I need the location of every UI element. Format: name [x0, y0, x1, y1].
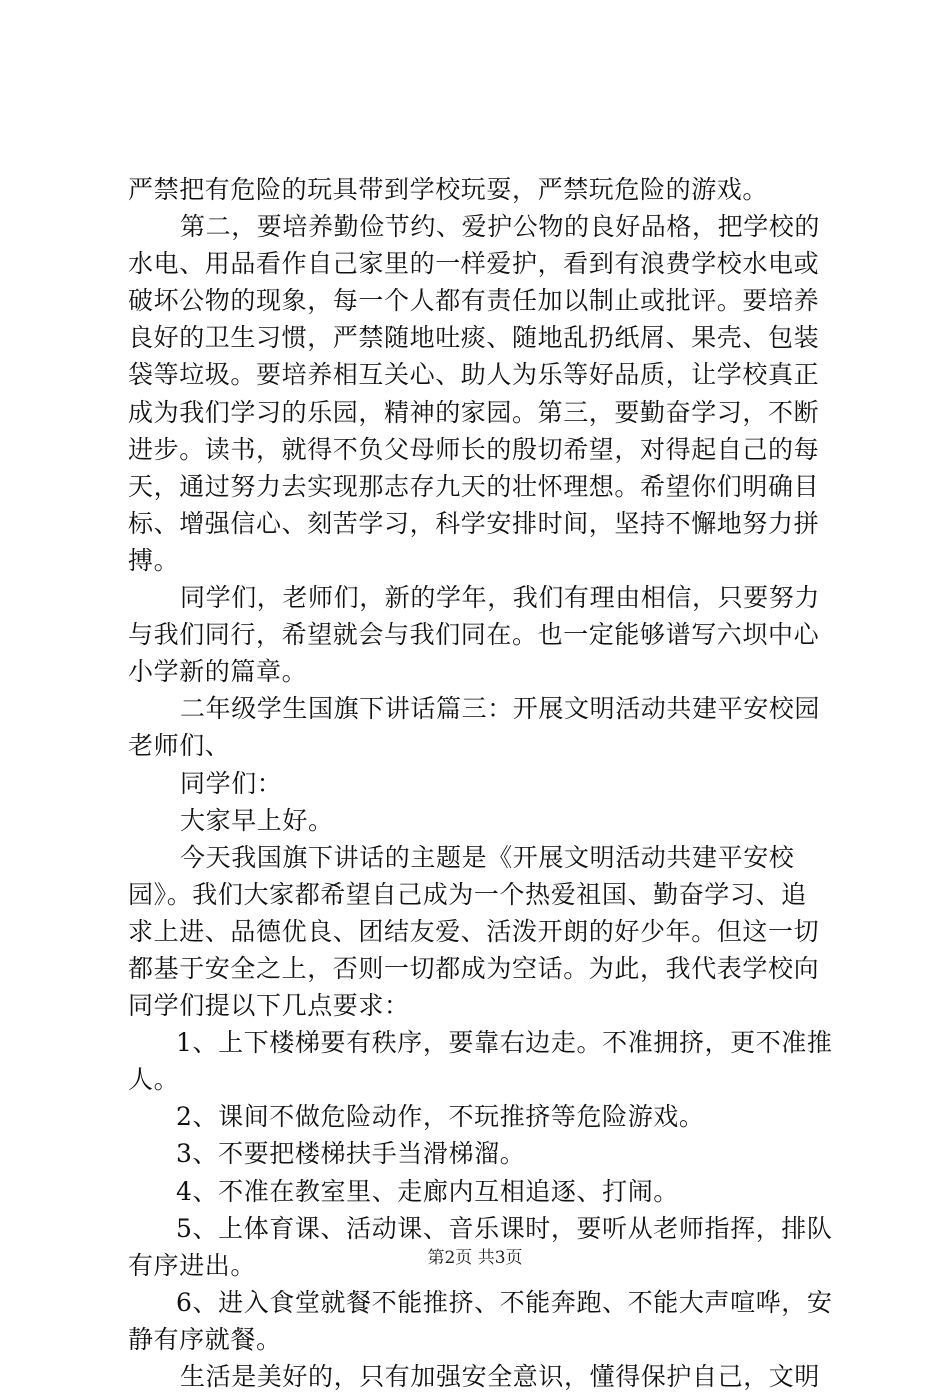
- text-line: 人。: [128, 1065, 180, 1095]
- text-line: 生活是美好的，只有加强安全意识，懂得保护自己，文明: [180, 1362, 821, 1391]
- text-line: 大家早上好。: [180, 805, 334, 835]
- text-line: 今天我国旗下讲话的主题是《开展文明活动共建平安校: [180, 842, 795, 872]
- section-heading: 二年级学生国旗下讲话篇三：开展文明活动共建平安校园: [180, 694, 821, 724]
- list-item: 1、上下楼梯要有秩序，要靠右边走。不准拥挤，更不准推: [176, 1028, 833, 1058]
- text-line: 老师们、: [128, 731, 231, 761]
- text-line: 进步。读书，就得不负父母师长的殷切希望，对得起自己的每: [128, 434, 820, 464]
- text-line: 求上进、品德优良、团结友爱、活泼开朗的好少年。但这一切: [128, 916, 820, 946]
- list-item: 2、课间不做危险动作，不玩推挤等危险游戏。: [176, 1102, 705, 1132]
- text-line: 成为我们学习的乐园，精神的家园。第三，要勤奋学习，不断: [128, 397, 820, 427]
- text-line: 天，通过努力去实现那志存九天的壮怀理想。希望你们明确目: [128, 471, 820, 501]
- list-item: 4、不准在教室里、走廊内互相追逐、打闹。: [176, 1176, 679, 1206]
- text-line: 水电、用品看作自己家里的一样爱护，看到有浪费学校水电或: [128, 249, 820, 279]
- text-line: 第二，要培养勤俭节约、爱护公物的良好品格，把学校的: [180, 212, 821, 242]
- text-line: 同学们：: [180, 768, 283, 798]
- text-line: 小学新的篇章。: [128, 657, 308, 687]
- text-line: 标、增强信心、刻苦学习，科学安排时间，坚持不懈地努力拼: [128, 508, 820, 538]
- text-line: 同学们提以下几点要求：: [128, 991, 410, 1021]
- text-line: 静有序就餐。: [128, 1324, 282, 1354]
- text-line: 袋等垃圾。要培养相互关心、助人为乐等好品质，让学校真正: [128, 360, 820, 390]
- text-line: 有序进出。: [128, 1250, 257, 1280]
- text-line: 破坏公物的现象，每一个人都有责任加以制止或批评。要培养: [128, 286, 820, 316]
- text-line: 园》。我们大家都希望自己成为一个热爱祖国、勤奋学习、追: [128, 879, 807, 909]
- text-line: 严禁把有危险的玩具带到学校玩耍，严禁玩危险的游戏。: [128, 175, 769, 204]
- list-item: 3、不要把楼梯扶手当滑梯溜。: [176, 1139, 526, 1169]
- text-line: 搏。: [128, 545, 180, 575]
- page-number: 第2页 共3页: [427, 1248, 523, 1268]
- list-item: 6、进入食堂就餐不能推挤、不能奔跑、不能大声喧哗，安: [176, 1287, 833, 1317]
- list-item: 5、上体育课、活动课、音乐课时，要听从老师指挥，排队: [176, 1213, 833, 1243]
- text-line: 同学们，老师们，新的学年，我们有理由相信，只要努力: [180, 583, 821, 613]
- text-line: 与我们同行，希望就会与我们同在。也一定能够谱写六坝中心: [128, 620, 820, 650]
- document-body: [128, 171, 832, 1395]
- text-line: 都基于安全之上，否则一切都成为空话。为此，我代表学校向: [128, 953, 820, 983]
- text-line: 良好的卫生习惯，严禁随地吐痰、随地乱扔纸屑、果壳、包装: [128, 323, 820, 353]
